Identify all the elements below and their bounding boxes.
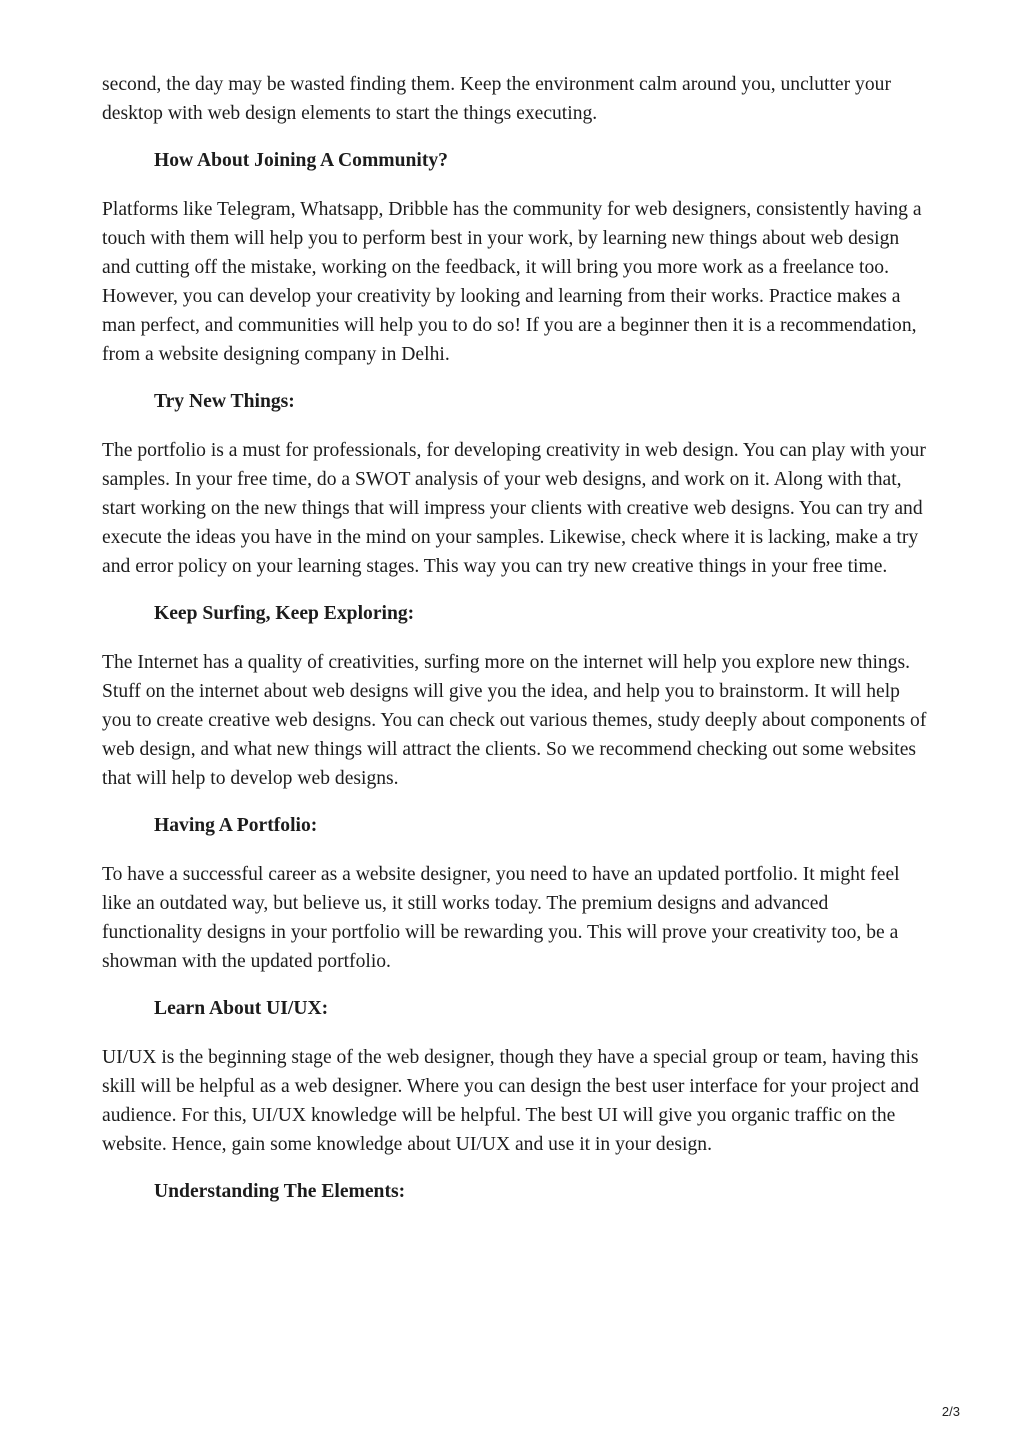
paragraph-keep-surfing: The Internet has a quality of creativities, surfing more on the internet will help you explore new things. Stuff on the internet about web designs will give you the idea, and help you to brainstorm. It will help you to create creative web designs. You can check out various themes, study deeply about components of web design, and what new things will attract the clients. So we recommend checking out some websites that will help to develop web designs.	[102, 652, 927, 789]
heading-try-new-things: Try New Things:	[154, 391, 295, 412]
paragraph-try-new-things: The portfolio is a must for professionals, for developing creativity in web design. You can play with your samples. In your free time, do a SWOT analysis of your web designs, and work on it. Along with that, start working on the new things that will impress your clients with creative web designs. You can try and execute the ideas you have in the mind on your samples. Likewise, check where it is lacking, make a try and error policy on your learning stages. This way you can try new creative things in your free time.	[102, 440, 926, 577]
heading-keep-surfing: Keep Surfing, Keep Exploring:	[154, 603, 415, 624]
paragraph-portfolio: To have a successful career as a website designer, you need to have an updated portfolio. It might feel like an outdated way, but believe us, it still works today. The premium designs and advanced functionality designs in your portfolio will be rewarding you. This will prove your creativity too, be a showman with the updated portfolio.	[102, 864, 900, 972]
page-number: 2/3	[941, 1404, 960, 1419]
paragraph-ui-ux: UI/UX is the beginning stage of the web designer, though they have a special group or team, having this skill will be helpful as a web designer. Where you can design the best user interface for your project and audience. For this, UI/UX knowledge will be helpful. The best UI will give you organic traffic on the website. Hence, gain some knowledge about UI/UX and use it in your design.	[102, 1047, 919, 1155]
heading-community: How About Joining A Community?	[154, 150, 448, 171]
heading-understanding-elements: Understanding The Elements:	[154, 1181, 406, 1202]
heading-portfolio: Having A Portfolio:	[154, 815, 318, 836]
paragraph-intro: second, the day may be wasted finding them. Keep the environment calm around you, unclutter your desktop with web design elements to start the things executing.	[102, 74, 891, 124]
paragraph-community: Platforms like Telegram, Whatsapp, Dribble has the community for web designers, consistently having a touch with them will help you to perform best in your work, by learning new things about web design and cutting off the mistake, working on the feedback, it will bring you more work as a freelance too. However, you can develop your creativity by looking and learning from their works. Practice makes a man perfect, and communities will help you to do so! If you are a beginner then it is a recommendation, from a website designing company in Delhi.	[102, 199, 922, 365]
heading-ui-ux: Learn About UI/UX:	[154, 998, 329, 1019]
document-body	[102, 70, 932, 1226]
